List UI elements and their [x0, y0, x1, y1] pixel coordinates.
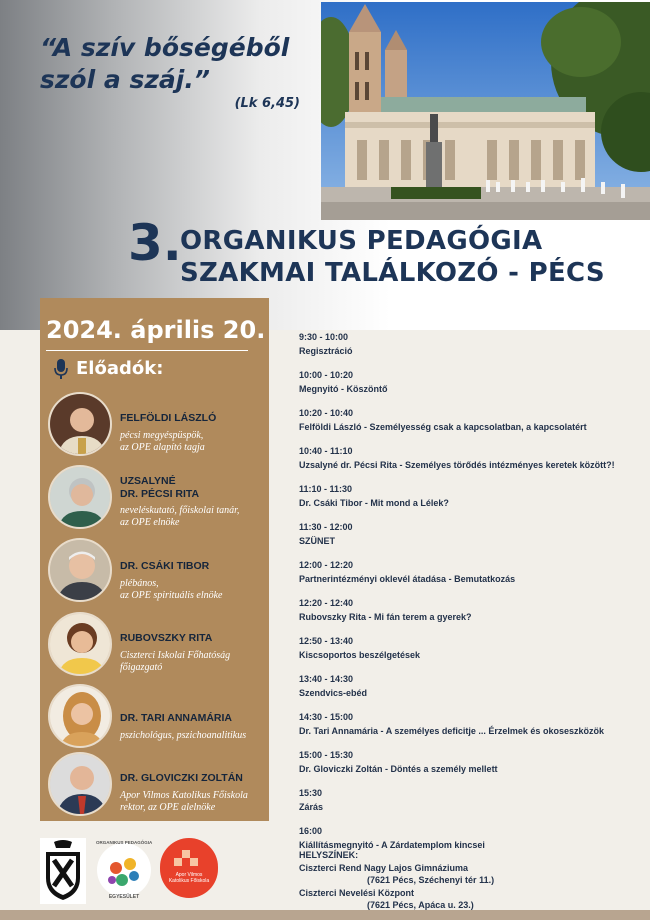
schedule-item	[299, 825, 644, 852]
schedule-item	[299, 445, 644, 472]
schedule-item	[299, 483, 644, 510]
microphone-icon	[54, 358, 68, 380]
speaker-photo	[48, 612, 112, 676]
speaker-name: UZSALYNÉ DR. PÉCSI RITA	[120, 475, 200, 500]
schedule-time: 10:20 - 10:40	[299, 408, 354, 418]
schedule-time: 15:30	[299, 788, 323, 798]
schedule-label: Dr. Tari Annamária - A személyes deficitje ... Érzelmek és okoseszközök	[299, 725, 604, 736]
cathedral-photo	[321, 2, 650, 220]
ope-logo-text-bottom: EGYESÜLET	[108, 894, 140, 900]
schedule-item	[299, 559, 644, 586]
schedule-time: 9:30 - 10:00	[299, 332, 349, 342]
speaker-role: neveléskutató, főiskolai tanár, az OPE elnöke	[120, 505, 240, 528]
date-divider	[46, 350, 248, 351]
schedule-item	[299, 673, 644, 700]
speaker-name: DR. GLOVICZKI ZOLTÁN	[120, 772, 243, 784]
schedule-label: Dr. Csáki Tibor - Mit mond a Lélek?	[299, 497, 449, 508]
cistercian-crest-logo	[40, 838, 86, 904]
speaker-name: DR. CSÁKI TIBOR	[120, 560, 210, 572]
speaker-name: FELFÖLDI LÁSZLÓ	[120, 412, 217, 424]
schedule-time: 12:00 - 12:20	[299, 560, 354, 570]
schedule-label: SZÜNET	[299, 535, 335, 546]
schedule-label: Kiállításmegnyitó - A Zárdatemplom kincsei	[299, 839, 485, 850]
venues-heading: HELYSZÍNEK:	[299, 850, 359, 860]
schedule-time: 11:30 - 12:00	[299, 522, 353, 532]
schedule-item	[299, 711, 644, 738]
schedule-time: 14:30 - 15:00	[299, 712, 354, 722]
schedule-time: 11:10 - 11:30	[299, 484, 353, 494]
schedule-label: Kiscsoportos beszélgetések	[299, 649, 421, 660]
speaker-role: plébános, az OPE spirituális elnöke	[120, 578, 223, 601]
bible-quote	[40, 32, 300, 96]
schedule-label: Partnerintézményi oklevél átadása - Bemutatkozás	[299, 573, 516, 584]
schedule-time: 13:40 - 14:30	[299, 674, 354, 684]
event-schedule	[299, 331, 644, 863]
schedule-time: 10:40 - 11:10	[299, 446, 353, 456]
schedule-item	[299, 635, 644, 662]
schedule-time: 12:50 - 13:40	[299, 636, 354, 646]
venue-1-name: Ciszterci Rend Nagy Lajos Gimnáziuma	[299, 862, 469, 873]
venue-2-name: Ciszterci Nevelési Központ	[299, 887, 415, 898]
speaker-photo	[48, 465, 112, 529]
venues	[299, 849, 644, 912]
speaker-photo	[48, 392, 112, 456]
schedule-label: Megnyitó - Köszöntő	[299, 383, 388, 394]
schedule-item	[299, 331, 644, 358]
speakers-heading: Előadók:	[76, 358, 164, 379]
apor-vilmos-logo	[160, 838, 218, 898]
schedule-label: Felföldi László - Személyesség csak a kapcsolatban, a kapcsolatért	[299, 421, 587, 432]
speaker-photo	[48, 752, 112, 816]
schedule-label: Dr. Gloviczki Zoltán - Döntés a személy mellett	[299, 763, 498, 774]
speaker-name: RUBOVSZKY RITA	[120, 632, 213, 644]
event-title-line-1: ORGANIKUS PEDAGÓGIA	[180, 226, 543, 256]
speaker-name: DR. TARI ANNAMÁRIA	[120, 712, 232, 724]
schedule-item	[299, 369, 644, 396]
venue-1-address: (7621 Pécs, Széchenyi tér 11.)	[367, 875, 495, 885]
schedule-time: 15:00 - 15:30	[299, 750, 354, 760]
schedule-item	[299, 749, 644, 776]
schedule-label: Uzsalyné dr. Pécsi Rita - Személyes törődés intézményes keretek között?!	[299, 459, 615, 470]
event-title-line-2: SZAKMAI TALÁLKOZÓ - PÉCS	[180, 258, 605, 288]
event-date: 2024. április 20.	[46, 316, 266, 344]
footer-strip	[0, 910, 650, 920]
ope-logo	[96, 838, 152, 904]
schedule-time: 16:00	[299, 826, 323, 836]
schedule-label: Regisztráció	[299, 345, 353, 356]
schedule-item	[299, 521, 644, 548]
schedule-time: 12:20 - 12:40	[299, 598, 354, 608]
speakers-panel	[40, 298, 269, 821]
schedule-item	[299, 407, 644, 434]
speaker-role: Apor Vilmos Katolikus Főiskola rektor, az OPE alelnöke	[120, 790, 248, 813]
apor-logo-text: Apor Vilmos Katolikus Főiskola	[168, 872, 210, 884]
schedule-item	[299, 787, 644, 814]
speaker-role: Ciszterci Iskolai Főhatóság főigazgató	[120, 650, 231, 673]
speaker-role: pécsi megyéspüspök, az OPE alapító tagja	[120, 430, 205, 453]
quote-reference: (Lk 6,45)	[234, 96, 300, 111]
schedule-label: Zárás	[299, 801, 324, 812]
schedule-time: 10:00 - 10:20	[299, 370, 354, 380]
quote-line-1: “A szív bőségéből	[40, 33, 290, 62]
ope-logo-text-top: ORGANIKUS PEDAGÓGIA	[96, 840, 153, 845]
venue-2-address: (7621 Pécs, Apáca u. 23.)	[367, 900, 474, 910]
quote-line-2: szól a száj.”	[40, 65, 210, 94]
event-number: 3.	[128, 214, 182, 272]
speaker-photo	[48, 538, 112, 602]
schedule-label: Rubovszky Rita - Mi fán terem a gyerek?	[299, 611, 472, 622]
speaker-photo	[48, 684, 112, 748]
speaker-role: pszichológus, pszichoanalitikus	[120, 730, 247, 741]
schedule-item	[299, 597, 644, 624]
schedule-label: Szendvics-ebéd	[299, 687, 368, 698]
